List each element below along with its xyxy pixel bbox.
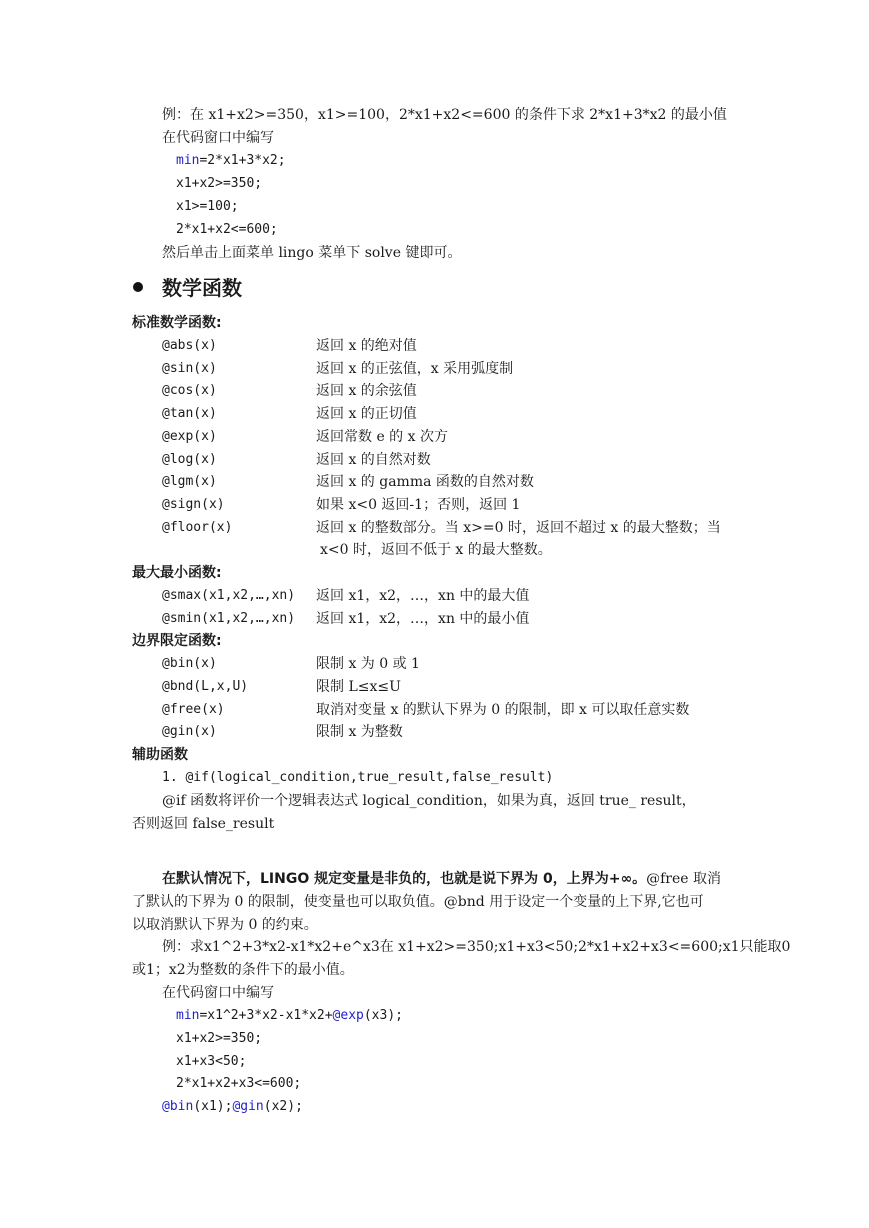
example2-line1: 例：求x1^2+3*x2-x1*x2+e^x3在 x1+x2>=350;x1+x3<50;2*x1+x2+x3<=600;x1只能取0	[162, 939, 791, 955]
function-name: @bin(x)	[162, 656, 217, 671]
example1-code-line4: 2*x1+x2<=600;	[176, 222, 278, 237]
example2-code-line5	[162, 1097, 303, 1117]
example1-code-window-label: 在代码窗口中编写	[162, 130, 274, 146]
function-name: @floor(x)	[162, 520, 233, 535]
function-desc: 返回 x1，x2，…，xn 中的最大值	[316, 588, 530, 604]
function-name: @sin(x)	[162, 361, 217, 376]
minmax-heading: 最大最小函数:	[132, 565, 222, 581]
example1-intro: 例：在 x1+x2>=350，x1>=100，2*x1+x2<=600 的条件下求 2*x1+3*x2 的最小值	[162, 107, 727, 123]
example1-code-line2: x1+x2>=350;	[176, 176, 263, 191]
function-desc: 返回 x 的正切值	[316, 406, 417, 422]
function-name: @lgm(x)	[162, 474, 217, 489]
function-desc: 返回 x 的自然对数	[316, 452, 431, 468]
default-para-rest: @free 取消	[646, 871, 722, 887]
function-desc: 返回 x1，x2，…，xn 中的最小值	[316, 611, 530, 627]
aux-item1: 1. @if(logical_condition,true_result,false_result)	[162, 770, 554, 785]
function-name: @bnd(L,x,U)	[162, 679, 249, 694]
function-name: @exp(x)	[162, 429, 217, 444]
function-desc: 取消对变量 x 的默认下界为 0 的限制，即 x 可以取任意实数	[316, 702, 690, 718]
function-name: @tan(x)	[162, 406, 217, 421]
function-name: @abs(x)	[162, 338, 217, 353]
function-desc: 限制 x 为整数	[316, 724, 403, 740]
gin-keyword: @gin	[232, 1099, 264, 1114]
code-text: (x1);	[193, 1099, 233, 1114]
function-desc: 返回 x 的整数部分。当 x>=0 时，返回不超过 x 的最大整数；当	[316, 520, 721, 536]
aux-heading: 辅助函数	[132, 747, 188, 763]
min-keyword: min	[176, 153, 200, 168]
function-name: @smax(x1,x2,…,xn)	[162, 588, 296, 603]
default-para-line3: 以取消默认下界为 0 的约束。	[132, 917, 318, 933]
aux-desc-line2: 否则返回 false_result	[132, 816, 275, 832]
example1-code-line3: x1>=100;	[176, 199, 239, 214]
function-name: @sign(x)	[162, 497, 225, 512]
min-keyword: min	[176, 1008, 200, 1023]
function-name: @free(x)	[162, 702, 225, 717]
function-desc-continued: x<0 时，返回不低于 x 的最大整数。	[320, 542, 552, 558]
example2-line2: 或1；x2为整数的条件下的最小值。	[132, 962, 354, 978]
example2-code-line1	[176, 1006, 403, 1026]
function-desc: 返回 x 的正弦值，x 采用弧度制	[316, 361, 514, 377]
default-para-line1	[162, 869, 721, 889]
function-name: @cos(x)	[162, 383, 217, 398]
function-name: @gin(x)	[162, 724, 217, 739]
code-text: (x2);	[263, 1099, 303, 1114]
example2-code-window-label: 在代码窗口中编写	[162, 985, 274, 1001]
example2-code-line2: x1+x2>=350;	[176, 1031, 263, 1046]
example1-then: 然后单击上面菜单 lingo 菜单下 solve 键即可。	[162, 245, 462, 261]
code-text: =x1^2+3*x2-x1*x2+	[199, 1008, 333, 1023]
default-para-bold: 在默认情况下，LINGO 规定变量是非负的，也就是说下界为 0，上界为+∞。	[162, 871, 647, 887]
function-desc: 返回常数 e 的 x 次方	[316, 429, 448, 445]
aux-desc-line1: @if 函数将评价一个逻辑表达式 logical_condition，如果为真，返回 true_ result，	[162, 793, 696, 809]
function-desc: 限制 x 为 0 或 1	[316, 656, 420, 672]
function-desc: 限制 L≤x≤U	[316, 679, 401, 695]
function-desc: 返回 x 的绝对值	[316, 338, 417, 354]
bin-keyword: @bin	[162, 1099, 194, 1114]
function-desc: 如果 x<0 返回-1；否则，返回 1	[316, 497, 521, 513]
code-text: =2*x1+3*x2;	[199, 153, 286, 168]
bound-heading: 边界限定函数:	[132, 633, 222, 649]
example1-code-line1	[176, 151, 286, 171]
function-desc: 返回 x 的 gamma 函数的自然对数	[316, 474, 534, 490]
code-text: (x3);	[363, 1008, 403, 1023]
bullet-icon	[133, 282, 143, 292]
section-title: 数学函数	[162, 276, 242, 300]
example2-code-line3: x1+x3<50;	[176, 1054, 247, 1069]
function-desc: 返回 x 的余弦值	[316, 383, 417, 399]
exp-keyword: @exp	[332, 1008, 364, 1023]
standard-heading: 标准数学函数:	[132, 315, 222, 331]
function-name: @smin(x1,x2,…,xn)	[162, 611, 296, 626]
example2-code-line4: 2*x1+x2+x3<=600;	[176, 1076, 302, 1091]
default-para-line2: 了默认的下界为 0 的限制，使变量也可以取负值。@bnd 用于设定一个变量的上下界,它也可	[132, 894, 704, 910]
function-name: @log(x)	[162, 452, 217, 467]
